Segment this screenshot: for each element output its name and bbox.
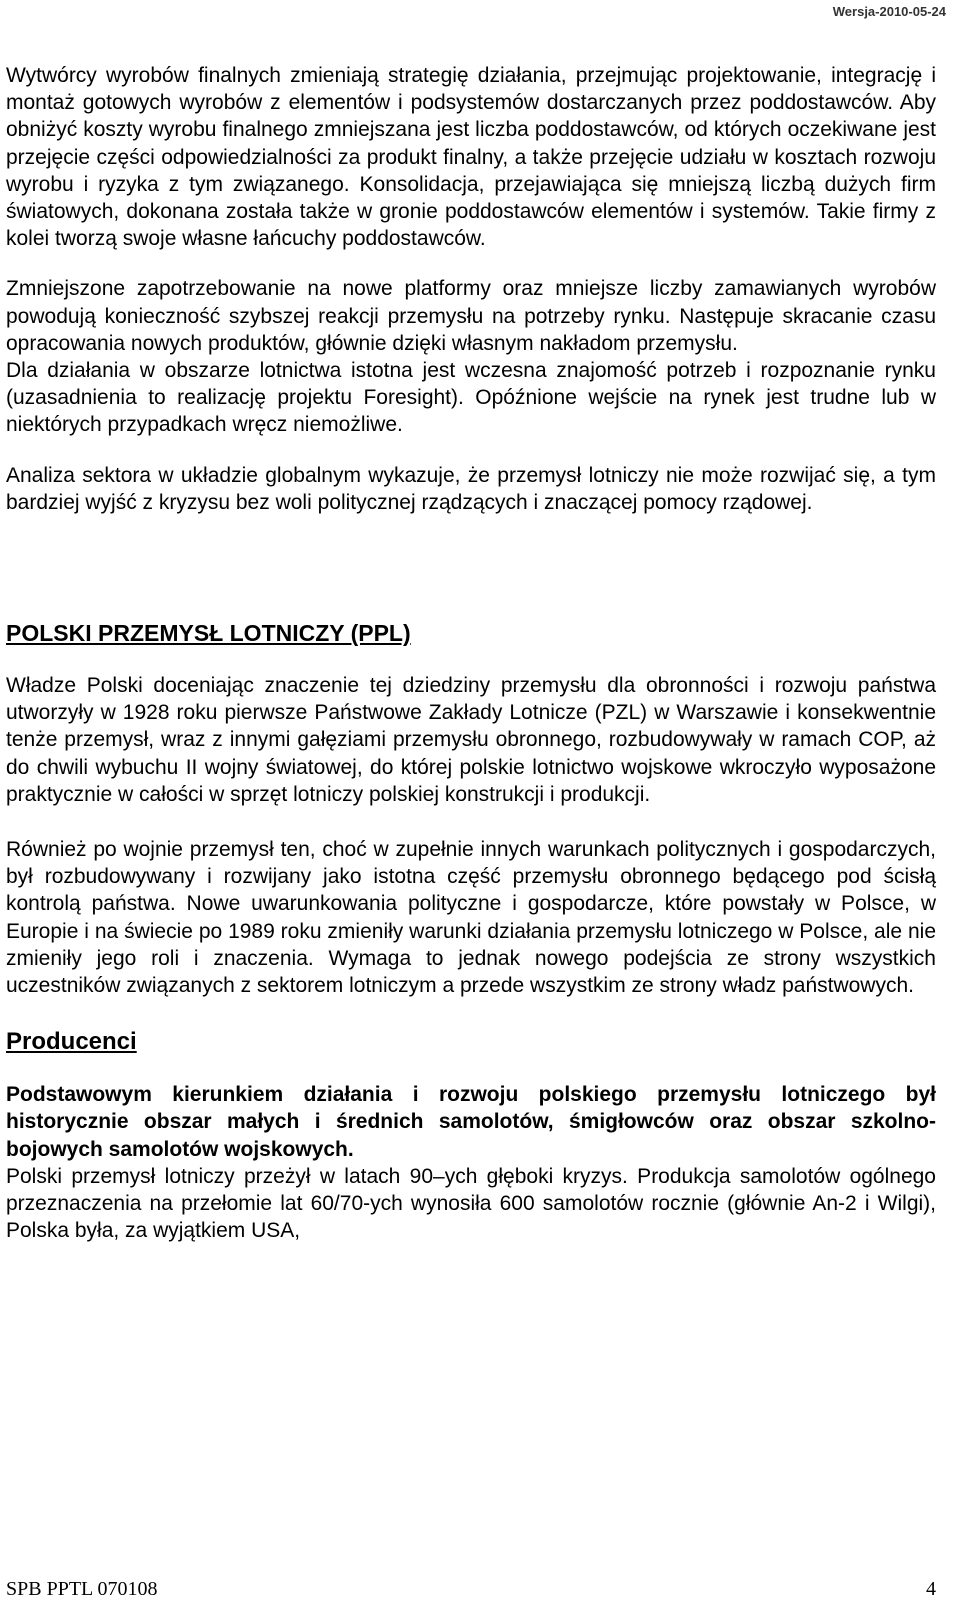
paragraph: Dla działania w obszarze lotnictwa istotna jest wczesna znajomość potrzeb i rozpoznanie rynku (uzasadnienia to realizację projektu Foresight). Opóźnione wejście na rynek jest trudne lub w niektórych przypadkach wręcz niemożliwe. — [6, 359, 936, 437]
section-heading-producers: Producenci — [6, 1028, 137, 1056]
paragraph: Analiza sektora w układzie globalnym wykazuje, że przemysł lotniczy nie może rozwijać się, a tym bardziej wyjść z kryzysu bez woli politycznej rządzących i znaczącej pomocy rządowej. — [6, 463, 936, 514]
section-heading-ppl: POLSKI PRZEMYSŁ LOTNICZY (PPL) — [6, 620, 411, 647]
footer-doc-id: SPB PPTL 070108 — [6, 1578, 158, 1600]
paragraph-bold: Podstawowym kierunkiem działania i rozwoju polskiego przemysłu lotniczego był historycznie obszar małych i średnich samolotów, śmigłowców oraz obszar szkolno-bojowych samolotów wojskowych. — [6, 1083, 936, 1161]
page-number: 4 — [926, 1578, 936, 1600]
paragraph: Zmniejszone zapotrzebowanie na nowe platformy oraz mniejsze liczby zamawianych wyrobów powodują konieczność szybszej reakcji przemysłu na potrzeby rynku. Następuje skracanie czasu opracowania nowych produktów, głównie dzięki własnym nakładom przemysłu. — [6, 277, 936, 355]
paragraph: Również po wojnie przemysł ten, choć w zupełnie innych warunkach politycznych i gospodarczych, był rozbudowywany i rozwijany jako istotna część przemysłu obronnego będącego pod ścisłą kontrolą państwa. Nowe uwarunkowania polityczne i gospodarcze, które powstały w Polsce, w Europie i na świecie po 1989 roku zmieniły warunki działania przemysłu lotniczego w Polsce, ale nie zmieniły jego roli i znaczenia. Wymaga to jednak nowego podejścia ze strony wszystkich uczestników związanych z sektorem lotniczym a przede wszystkim ze strony władz państwowych. — [6, 838, 936, 998]
paragraph: Polski przemysł lotniczy przeżył w latach 90–ych głęboki kryzys. Produkcja samolotów ogólnego przeznaczenia na przełomie lat 60/70-ych wynosiła 600 samolotów rocznie (głównie An-2 i Wilgi), Polska była, za wyjątkiem USA, — [6, 1164, 936, 1243]
paragraph: Wytwórcy wyrobów finalnych zmieniają strategię działania, przejmując projektowanie, integrację i montaż gotowych wyrobów z elementów i podsystemów dostarczanych przez poddostawców. Aby obniżyć koszty wyrobu finalnego zmniejszana jest liczba poddostawców, od których oczekiwane jest przejęcie części odpowiedzialności za produkt finalny, a także przejęcie udziału w kosztach rozwoju wyrobu i ryzyka z tym związanego. Konsolidacja, przejawiająca się mniejszą liczbą dużych firm światowych, dokonana została także w gronie poddostawców elementów i systemów. Takie firmy z kolei tworzą swoje własne łańcuchy poddostawców. — [6, 64, 936, 251]
document-version: Wersja-2010-05-24 — [832, 4, 946, 19]
paragraph: Władze Polski doceniając znaczenie tej dziedziny przemysłu dla obronności i rozwoju państwa utworzyły w 1928 roku pierwsze Państwowe Zakłady Lotnicze (PZL) w Warszawie i konsekwentnie tenże przemysł, wraz z innymi gałęziami przemysłu obronnego, rozbudowywały w ramach COP, aż do chwili wybuchu II wojny światowej, do której polskie lotnictwo wojskowe wkroczyło wyposażone praktycznie w całości w sprzęt lotniczy polskiej konstrukcji i produkcji. — [6, 674, 936, 806]
document-body — [6, 62, 936, 1245]
